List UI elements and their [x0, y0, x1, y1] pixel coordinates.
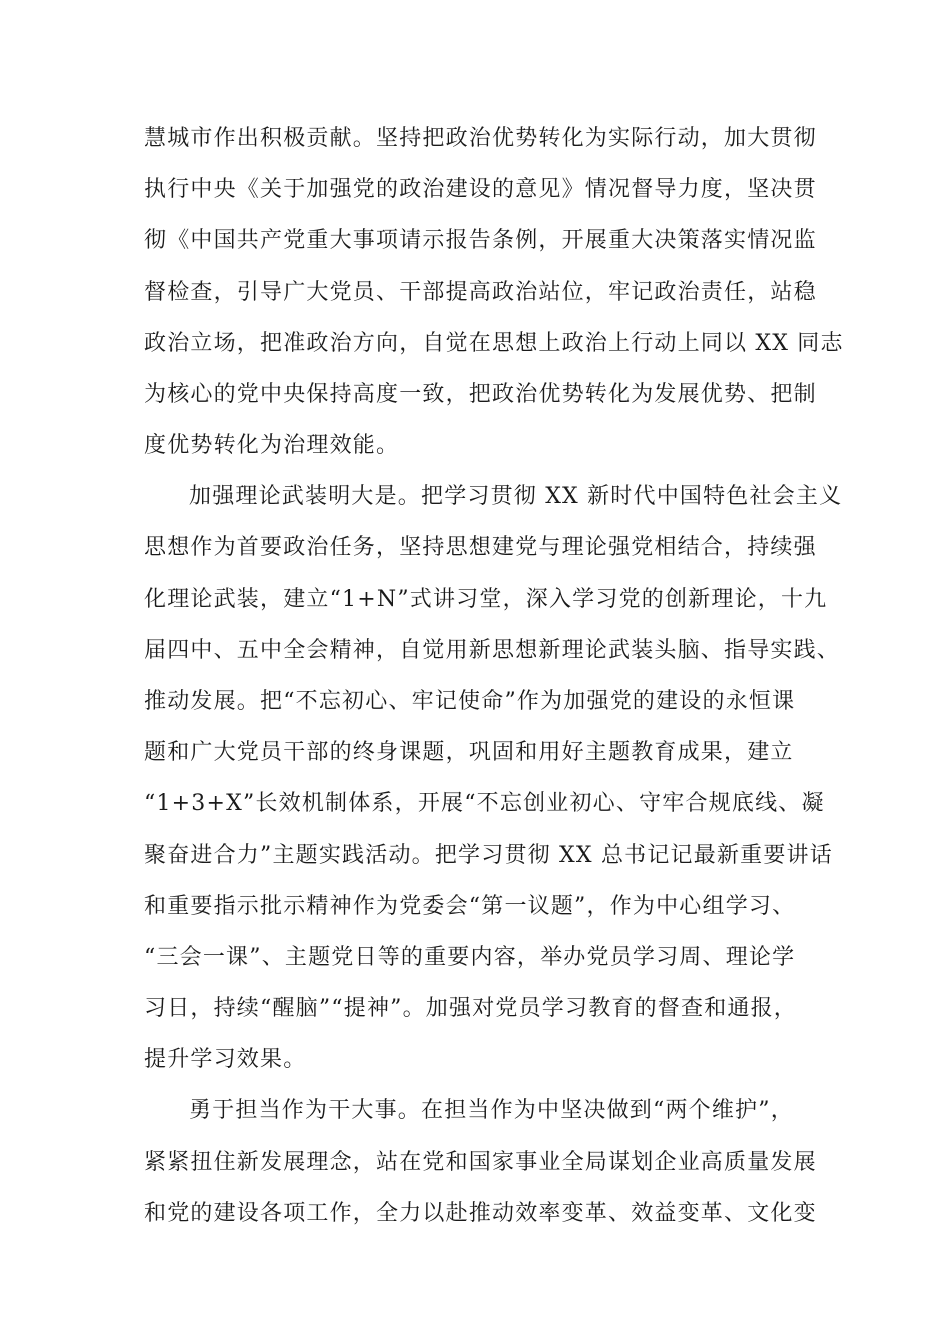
- text-line: 届四中、五中全会精神，自觉用新思想新理论武装头脑、指导实践、: [144, 638, 841, 663]
- text-line: 聚奋进合力”主题实践活动。把学习贯彻 XX 总书记记最新重要讲话: [144, 843, 833, 868]
- text-line: 题和广大党员干部的终身课题，巩固和用好主题教育成果，建立: [144, 740, 794, 765]
- text-line: 度优势转化为治理效能。: [144, 433, 400, 458]
- paragraph-start-line: 加强理论武装明大是。把学习贯彻 XX 新时代中国特色社会主义: [189, 484, 843, 509]
- text-line: 彻《中国共产党重大事项请示报告条例，开展重大决策落实情况监: [144, 228, 817, 253]
- text-line: 督检查，引导广大党员、干部提高政治站位，牢记政治责任，站稳: [144, 280, 817, 305]
- text-line: 紧紧扭住新发展理念，站在党和国家事业全局谋划企业高质量发展: [144, 1150, 817, 1175]
- text-line: 思想作为首要政治任务，坚持思想建党与理论强党相结合，持续强: [144, 535, 817, 560]
- text-line: 化理论武装，建立“1+N”式讲习堂，深入学习党的创新理论，十九: [144, 587, 828, 612]
- text-line: 提升学习效果。: [144, 1047, 307, 1072]
- text-line: 执行中央《关于加强党的政治建设的意见》情况督导力度，坚决贯: [144, 177, 817, 202]
- text-line: 政治立场，把准政治方向，自觉在思想上政治上行动上同以 XX 同志: [144, 331, 844, 356]
- text-line: “三会一课”、主题党日等的重要内容，举办党员学习周、理论学: [144, 945, 796, 970]
- text-line: “1+3+X”长效机制体系，开展“不忘创业初心、守牢合规底线、凝: [144, 791, 825, 816]
- text-line: 为核心的党中央保持高度一致，把政治优势转化为发展优势、把制: [144, 382, 817, 407]
- text-line: 和党的建设各项工作，全力以赴推动效率变革、效益变革、文化变: [144, 1201, 817, 1226]
- text-line: 和重要指示批示精神作为党委会“第一议题”，作为中心组学习、: [144, 894, 796, 919]
- text-line: 推动发展。把“不忘初心、牢记使命”作为加强党的建设的永恒课: [144, 689, 796, 714]
- text-line: 慧城市作出积极贡献。坚持把政治优势转化为实际行动，加大贯彻: [144, 126, 817, 151]
- text-line: 习日，持续“醒脑”“提神”。加强对党员学习教育的督查和通报，: [144, 996, 797, 1021]
- paragraph-start-line: 勇于担当作为干大事。在担当作为中坚决做到“两个维护”，: [189, 1098, 794, 1123]
